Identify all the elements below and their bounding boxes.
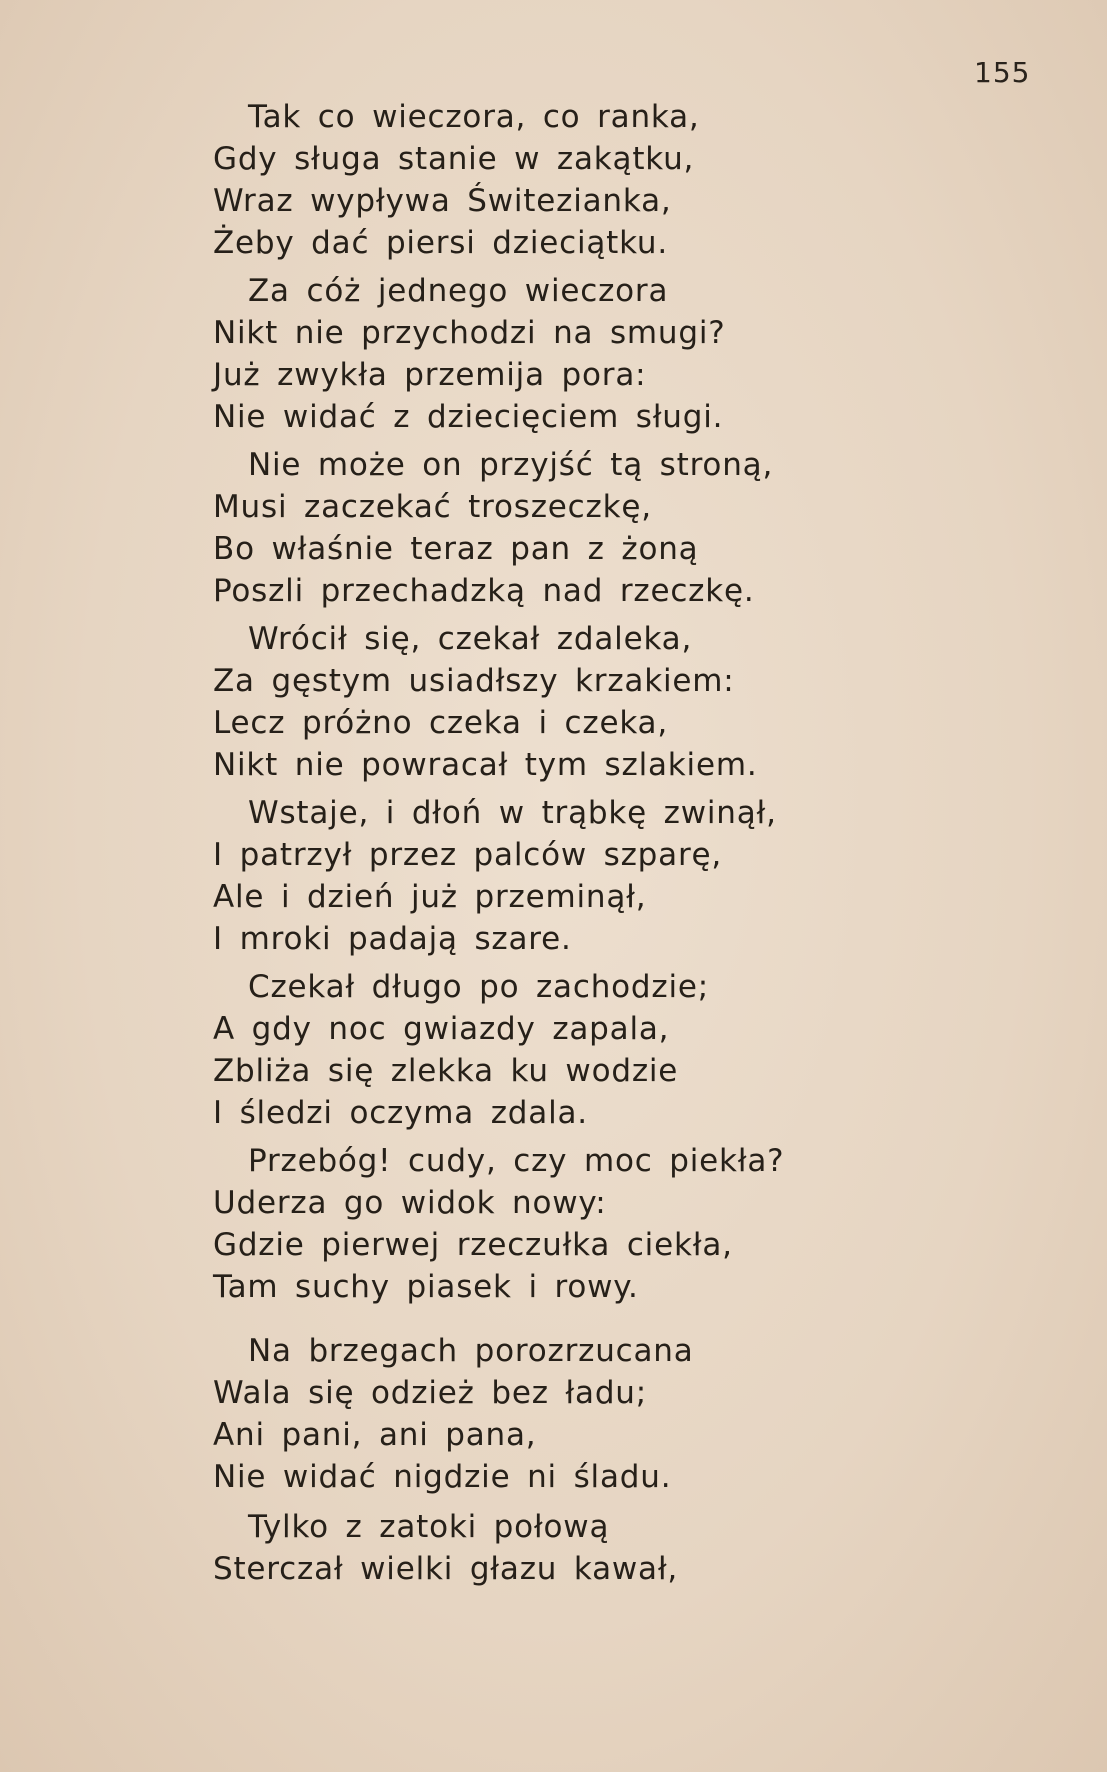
poem-line: Nikt nie przychodzi na smugi? xyxy=(213,315,726,351)
stanza xyxy=(213,1330,1053,1498)
poem-line: Wala się odzież bez ładu; xyxy=(213,1375,647,1411)
poem-line: Uderza go widok nowy: xyxy=(213,1185,607,1221)
poem-line: Nie widać z dziecięciem sługi. xyxy=(213,399,724,435)
poem-line: Ale i dzień już przeminął, xyxy=(213,879,647,915)
poem-line: Na brzegach porozrzucana xyxy=(248,1333,694,1369)
poem-line: Czekał długo po zachodzie; xyxy=(248,969,709,1005)
poem-line: Już zwykła przemija pora: xyxy=(213,357,647,393)
stanza xyxy=(213,966,1053,1134)
page-number: 155 xyxy=(974,56,1031,89)
poem-line: Żeby dać piersi dzieciątku. xyxy=(213,225,669,261)
stanza xyxy=(213,270,1053,438)
poem-body xyxy=(213,96,1053,1590)
poem-line: I śledzi oczyma zdala. xyxy=(213,1095,588,1131)
poem-line: Tak co wieczora, co ranka, xyxy=(248,99,700,135)
poem-line: Wraz wypływa Świtezianka, xyxy=(213,183,672,219)
poem-line: I patrzył przez palców szparę, xyxy=(213,837,723,873)
poem-line: A gdy noc gwiazdy zapala, xyxy=(213,1011,670,1047)
poem-line: Tylko z zatoki połową xyxy=(248,1509,610,1545)
stanza xyxy=(213,444,1053,612)
poem-line: Za gęstym usiadłszy krzakiem: xyxy=(213,663,735,699)
poem-line: Bo właśnie teraz pan z żoną xyxy=(213,531,699,567)
stanza xyxy=(213,96,1053,264)
poem-line: Poszli przechadzką nad rzeczkę. xyxy=(213,573,755,609)
stanza xyxy=(213,1140,1053,1308)
poem-line: Gdy sługa stanie w zakątku, xyxy=(213,141,695,177)
poem-line: Tam suchy piasek i rowy. xyxy=(213,1269,639,1305)
stanza xyxy=(213,792,1053,960)
poem-line: Wstaje, i dłoń w trąbkę zwinął, xyxy=(248,795,777,831)
poem-line: Za cóż jednego wieczora xyxy=(248,273,669,309)
poem-line: Nie widać nigdzie ni śladu. xyxy=(213,1459,672,1495)
poem-line: Przebóg! cudy, czy moc piekła? xyxy=(248,1143,785,1179)
poem-line: Zbliża się zlekka ku wodzie xyxy=(213,1053,679,1089)
stanza xyxy=(213,618,1053,786)
stanza xyxy=(213,1506,1053,1590)
poem-line: Nikt nie powracał tym szlakiem. xyxy=(213,747,758,783)
poem-line: I mroki padają szare. xyxy=(213,921,572,957)
poem-line: Wrócił się, czekał zdaleka, xyxy=(248,621,693,657)
poem-line: Gdzie pierwej rzeczułka ciekła, xyxy=(213,1227,733,1263)
poem-line: Musi zaczekać troszeczkę, xyxy=(213,489,652,525)
poem-line: Sterczał wielki głazu kawał, xyxy=(213,1551,679,1587)
poem-line: Nie może on przyjść tą stroną, xyxy=(248,447,774,483)
poem-line: Lecz próżno czeka i czeka, xyxy=(213,705,668,741)
poem-line: Ani pani, ani pana, xyxy=(213,1417,537,1453)
